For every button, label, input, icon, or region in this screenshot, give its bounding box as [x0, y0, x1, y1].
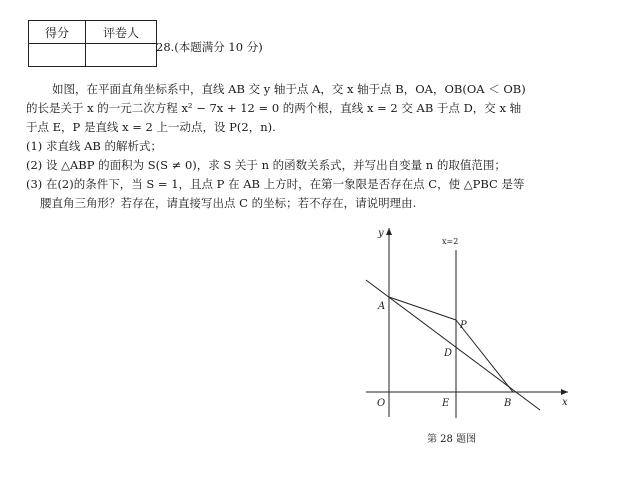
point-b-label: B — [504, 398, 512, 409]
segment-ap — [389, 297, 456, 320]
point-e-label: E — [442, 398, 450, 409]
point-d-label: D — [444, 348, 453, 359]
point-a-label: A — [378, 301, 386, 312]
part-1: (1) 求直线 AB 的解析式； — [26, 139, 163, 153]
score-table — [28, 20, 157, 67]
point-o-label: O — [377, 398, 386, 409]
line-label: x=2 — [442, 237, 459, 246]
point-p-label: P — [460, 320, 467, 331]
problem-line-2: 的长是关于 x 的一元二次方程 x² − 7x + 12 = 0 的两个根，直线 x = 2 交 AB 于点 D，交 x 轴 — [26, 101, 522, 115]
score-cell — [29, 44, 86, 67]
geometry-figure — [356, 222, 576, 422]
part-3-line-2: 腰直角三角形？若存在，请直接写出点 C 的坐标；若不存在，请说明理由. — [40, 196, 417, 210]
grader-header: 评卷人 — [86, 21, 157, 44]
part-3-line-1: (3) 在(2)的条件下，当 S = 1，且点 P 在 AB 上方时，在第一象限是否存在点 C，使 △PBC 是等 — [26, 177, 525, 191]
score-header: 得分 — [29, 21, 86, 44]
problem-line-3: 于点 E，P 是直线 x = 2 上一动点，设 P(2，n). — [26, 120, 276, 134]
y-axis-arrow-icon — [386, 228, 392, 235]
question-header: 28.(本题满分 10 分) — [156, 40, 263, 54]
y-axis-label: y — [378, 228, 384, 239]
x-axis-label: x — [562, 397, 568, 408]
problem-line-1: 如图，在平面直角坐标系中，直线 AB 交 y 轴于点 A，交 x 轴于点 B，OA，OB(OA ＜ OB) — [52, 82, 526, 96]
figure-caption: 第 28 题图 — [427, 434, 477, 445]
line-ab — [366, 280, 540, 410]
x-axis-arrow-icon — [561, 389, 568, 395]
grader-cell — [86, 44, 157, 67]
part-2: (2) 设 △ABP 的面积为 S(S ≠ 0)，求 S 关于 n 的函数关系式，并写出自变量 n 的取值范围； — [26, 158, 506, 172]
